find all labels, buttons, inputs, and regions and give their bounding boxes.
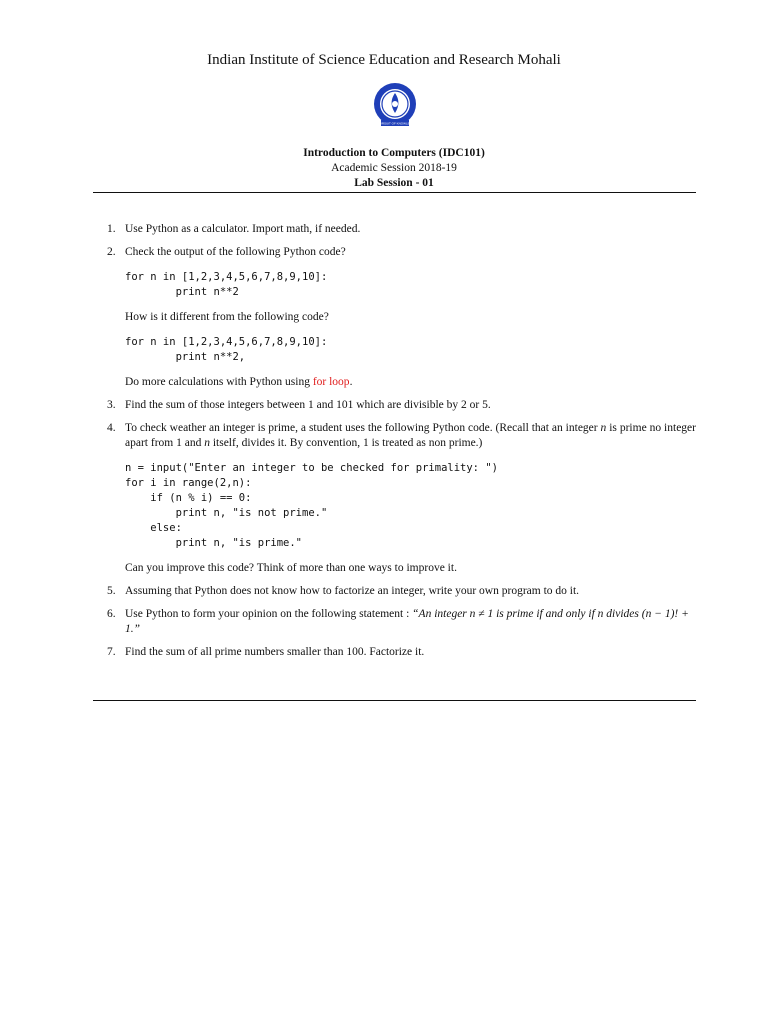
exercise-item-3 bbox=[93, 398, 696, 413]
item-text: Check the output of the following Python code? bbox=[125, 246, 346, 258]
course-header bbox=[0, 146, 768, 191]
item-text: Find the sum of all prime numbers smaller than 100. Factorize it. bbox=[125, 646, 425, 658]
academic-session: Academic Session 2018-19 bbox=[331, 162, 457, 174]
exercise-list bbox=[93, 222, 696, 660]
item-number: 2. bbox=[107, 246, 116, 258]
item-text: Assuming that Python does not know how to factorize an integer, write your own program to do it. bbox=[125, 585, 580, 597]
course-title: Introduction to Computers (IDC101) bbox=[303, 147, 485, 159]
exercise-item-6 bbox=[93, 607, 696, 637]
item-text: To check weather an integer is prime, a student uses the following Python code. (Recall that an integer n is prime no integer apart from 1 and n itself, divides it. By convention, 1 is treated as non prime.) bbox=[125, 422, 696, 449]
exercise-item-7 bbox=[93, 645, 696, 660]
item-number: 3. bbox=[107, 399, 116, 411]
item-number: 5. bbox=[107, 585, 116, 597]
top-divider bbox=[93, 192, 696, 193]
item-number: 1. bbox=[107, 223, 116, 235]
exercise-item-4 bbox=[93, 421, 696, 576]
item-text: Can you improve this code? Think of more than one ways to improve it. bbox=[125, 562, 457, 574]
lab-session: Lab Session - 01 bbox=[354, 177, 434, 189]
code-block: for n in [1,2,3,4,5,6,7,8,9,10]: print n**2, bbox=[125, 336, 328, 363]
exercise-item-1 bbox=[93, 222, 696, 237]
item-number: 4. bbox=[107, 422, 116, 434]
code-block: for n in [1,2,3,4,5,6,7,8,9,10]: print n**2 bbox=[125, 271, 328, 298]
item-text: Use Python as a calculator. Import math, if needed. bbox=[125, 223, 361, 235]
bottom-divider bbox=[93, 700, 696, 701]
item-text: Find the sum of those integers between 1 and 101 which are divisible by 2 or 5. bbox=[125, 399, 491, 411]
quoted-statement: “An integer n ≠ 1 is prime if and only if n divides (n − 1)! + 1.” bbox=[125, 608, 689, 635]
item-number: 7. bbox=[107, 646, 116, 658]
for-loop-link[interactable]: for loop bbox=[312, 376, 350, 388]
code-block: n = input("Enter an integer to be checked for primality: ") for i in range(2,n): if (n % i) == 0: print n, "is not prime." else: print n, "is prime." bbox=[125, 462, 498, 549]
institute-logo bbox=[372, 82, 418, 128]
item-text: Use Python to form your opinion on the following statement : bbox=[125, 608, 413, 620]
logo-motto: IN PURSUIT OF KNOWLEDGE bbox=[373, 121, 417, 126]
exercise-item-5 bbox=[93, 584, 696, 599]
item-number: 6. bbox=[107, 608, 116, 620]
exercise-item-2 bbox=[93, 245, 696, 390]
item-text: How is it different from the following code? bbox=[125, 311, 329, 323]
item-text: Do more calculations with Python using for loop. bbox=[125, 376, 353, 388]
institution-title: Indian Institute of Science Education and Research Mohali bbox=[207, 52, 561, 68]
